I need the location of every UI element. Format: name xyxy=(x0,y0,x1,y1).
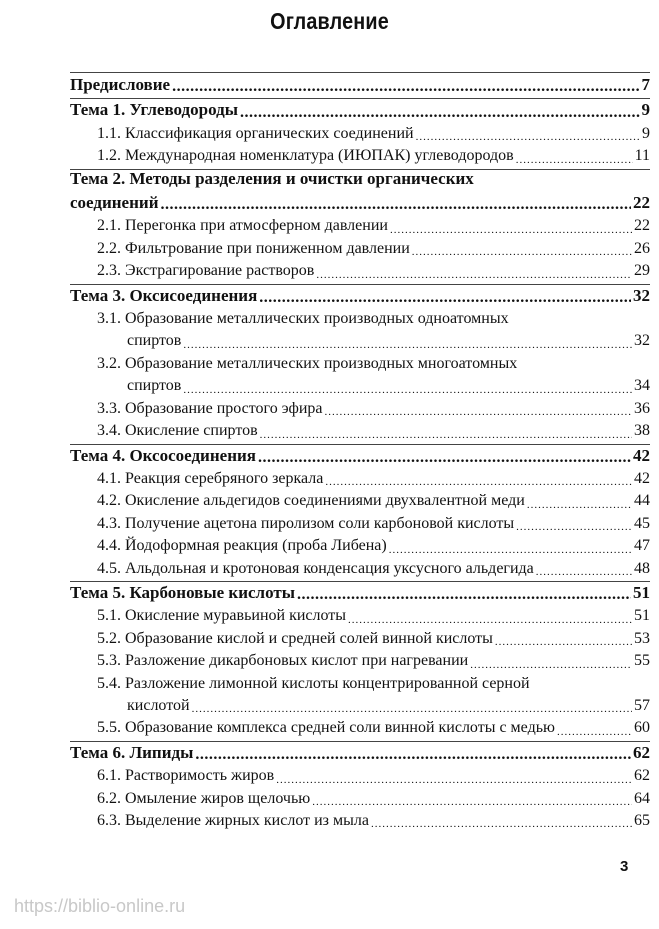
page-ref: 45 xyxy=(634,514,650,532)
toc-entry[interactable] xyxy=(70,330,650,352)
dot-leader xyxy=(516,519,632,535)
toc-entry[interactable] xyxy=(70,765,650,787)
section-title: соединений xyxy=(70,193,159,213)
dot-leader xyxy=(192,701,632,717)
toc-entry[interactable] xyxy=(70,420,650,442)
watermark: https://biblio-online.ru xyxy=(14,896,186,916)
page-ref: 38 xyxy=(634,422,650,440)
page-ref: 51 xyxy=(634,607,650,625)
toc-entry[interactable] xyxy=(70,513,650,535)
toc-entry[interactable] xyxy=(70,650,650,672)
section-title: Тема 1. Углеводороды xyxy=(70,100,238,120)
dot-leader xyxy=(297,586,631,604)
entry-title: 5.5. Образование комплекса средней соли винной кислоты с медью xyxy=(97,719,555,737)
page-ref: 34 xyxy=(634,377,650,395)
dot-leader xyxy=(161,196,632,214)
toc-entry[interactable] xyxy=(70,558,650,580)
toc-entry[interactable] xyxy=(70,535,650,557)
page-ref: 62 xyxy=(634,767,650,785)
dot-leader xyxy=(260,427,632,443)
entry-title: 4.2. Окисление альдегидов соединениями двухвалентной меди xyxy=(97,492,525,510)
section-title: Тема 5. Карбоновые кислоты xyxy=(70,582,295,602)
entry-title: 5.1. Окисление муравьиной кислоты xyxy=(97,607,347,625)
entry-title: 4.1. Реакция серебряного зеркала xyxy=(97,469,324,487)
dot-leader xyxy=(412,244,632,260)
dot-leader xyxy=(416,129,640,145)
entry-title: 4.3. Получение ацетона пиролизом соли карбоновой кислоты xyxy=(97,514,515,532)
section-title: Тема 3. Оксисоединения xyxy=(70,285,258,305)
entry-title: 6.3. Выделение жирных кислот из мыла xyxy=(97,812,369,829)
page-ref: 7 xyxy=(641,75,650,94)
entry-title: 2.1. Перегонка при атмосферном давлении xyxy=(97,217,388,235)
dot-leader xyxy=(348,612,632,628)
page-ref: 57 xyxy=(634,696,650,714)
entry-title: 4.4. Йодоформная реакция (проба Либена) xyxy=(97,537,387,555)
page-ref: 22 xyxy=(634,217,650,235)
toc-entry[interactable] xyxy=(70,375,650,397)
toc-entry[interactable] xyxy=(70,605,650,627)
entry-title: 1.1. Классификация органических соединений xyxy=(97,124,414,142)
page-ref: 29 xyxy=(634,262,650,280)
dot-leader xyxy=(325,404,632,420)
toc-section[interactable] xyxy=(70,283,650,308)
page-ref: 26 xyxy=(634,239,650,257)
page-ref: 9 xyxy=(642,124,650,142)
toc-entry[interactable] xyxy=(70,145,650,167)
entry-title: спиртов xyxy=(127,332,182,350)
toc-section[interactable] xyxy=(70,443,650,468)
dot-leader xyxy=(240,104,640,122)
dot-leader xyxy=(183,337,632,353)
page-ref: 44 xyxy=(634,492,650,510)
toc-entry[interactable] xyxy=(70,398,650,420)
dot-leader xyxy=(516,152,633,168)
toc-entry[interactable] xyxy=(70,260,650,282)
page-ref: 32 xyxy=(633,285,650,305)
dot-leader xyxy=(557,724,632,740)
page-ref: 42 xyxy=(633,445,650,465)
dot-leader xyxy=(325,474,632,490)
dot-leader xyxy=(172,78,639,96)
dot-leader xyxy=(312,794,632,810)
table-of-contents xyxy=(70,72,650,832)
dot-leader xyxy=(390,222,632,238)
page-number: 3 xyxy=(620,858,629,875)
page-ref: 9 xyxy=(641,100,650,120)
entry-title: 2.2. Фильтрование при пониженном давлении xyxy=(97,239,410,257)
toc-section[interactable] xyxy=(70,740,650,765)
entry-title: 3.3. Образование простого эфира xyxy=(97,399,323,417)
entry-title-line: 3.1. Образование металлических производных одноатомных xyxy=(97,310,509,328)
toc-entry[interactable] xyxy=(70,628,650,650)
dot-leader xyxy=(470,657,632,673)
dot-leader xyxy=(495,634,632,650)
entry-title: кислотой xyxy=(127,696,190,714)
entry-title: 5.3. Разложение дикарбоновых кислот при нагревании xyxy=(97,652,469,670)
entry-title: 3.4. Окисление спиртов xyxy=(97,422,258,440)
dot-leader xyxy=(527,497,632,513)
page-title: Оглавление xyxy=(270,8,389,34)
section-title: Тема 6. Липиды xyxy=(70,742,194,762)
dot-leader xyxy=(371,816,632,832)
entry-title: 4.5. Альдольная и кротоновая конденсация уксусного альдегида xyxy=(97,559,534,577)
toc-entry[interactable] xyxy=(70,468,650,490)
section-title-line: Тема 2. Методы разделения и очистки органических xyxy=(70,168,474,188)
toc-entry[interactable] xyxy=(70,788,650,810)
page-ref: 36 xyxy=(634,399,650,417)
page-ref: 64 xyxy=(634,789,650,807)
section-title: Предисловие xyxy=(70,75,171,94)
dot-leader xyxy=(316,267,632,283)
toc-entry[interactable] xyxy=(70,215,650,237)
entry-title: спиртов xyxy=(127,377,182,395)
entry-title: 6.1. Растворимость жиров xyxy=(97,767,275,785)
entry-title-line: 3.2. Образование металлических производных многоатомных xyxy=(97,354,518,372)
toc-entry[interactable] xyxy=(70,717,650,739)
dot-leader xyxy=(195,746,631,764)
entry-title: 1.2. Международная номенклатура (ИЮПАК) углеводородов xyxy=(97,147,514,165)
page-ref: 11 xyxy=(634,147,650,165)
toc-entry[interactable] xyxy=(70,123,650,145)
dot-leader xyxy=(536,564,632,580)
page-ref: 53 xyxy=(634,629,650,647)
entry-title: 5.2. Образование кислой и средней солей винной кислоты xyxy=(97,629,493,647)
toc-section[interactable] xyxy=(70,190,650,215)
page-ref: 22 xyxy=(633,193,650,213)
toc-section[interactable] xyxy=(70,580,650,605)
dot-leader xyxy=(258,449,631,467)
toc-entry[interactable] xyxy=(70,695,650,717)
page-ref: 47 xyxy=(634,537,650,555)
dot-leader xyxy=(183,382,632,398)
toc-entry[interactable] xyxy=(70,810,650,832)
page-ref: 51 xyxy=(633,582,650,602)
page-ref: 55 xyxy=(634,652,650,670)
toc-entry[interactable] xyxy=(70,490,650,512)
toc-entry[interactable] xyxy=(70,238,650,260)
section-title: Тема 4. Оксосоединения xyxy=(70,445,256,465)
page-ref: 65 xyxy=(634,812,650,829)
toc-section[interactable] xyxy=(70,72,650,97)
entry-title: 6.2. Омыление жиров щелочью xyxy=(97,789,311,807)
toc-section[interactable] xyxy=(70,97,650,122)
dot-leader xyxy=(276,772,632,788)
page-ref: 42 xyxy=(634,469,650,487)
entry-title: 2.3. Экстрагирование растворов xyxy=(97,262,315,280)
page-ref: 62 xyxy=(633,742,650,762)
entry-title-line: 5.4. Разложение лимонной кислоты концентрированной серной xyxy=(97,674,530,692)
page-ref: 32 xyxy=(634,332,650,350)
page-ref: 60 xyxy=(634,719,650,737)
dot-leader xyxy=(259,289,631,307)
dot-leader xyxy=(389,542,632,558)
page-ref: 48 xyxy=(634,559,650,577)
